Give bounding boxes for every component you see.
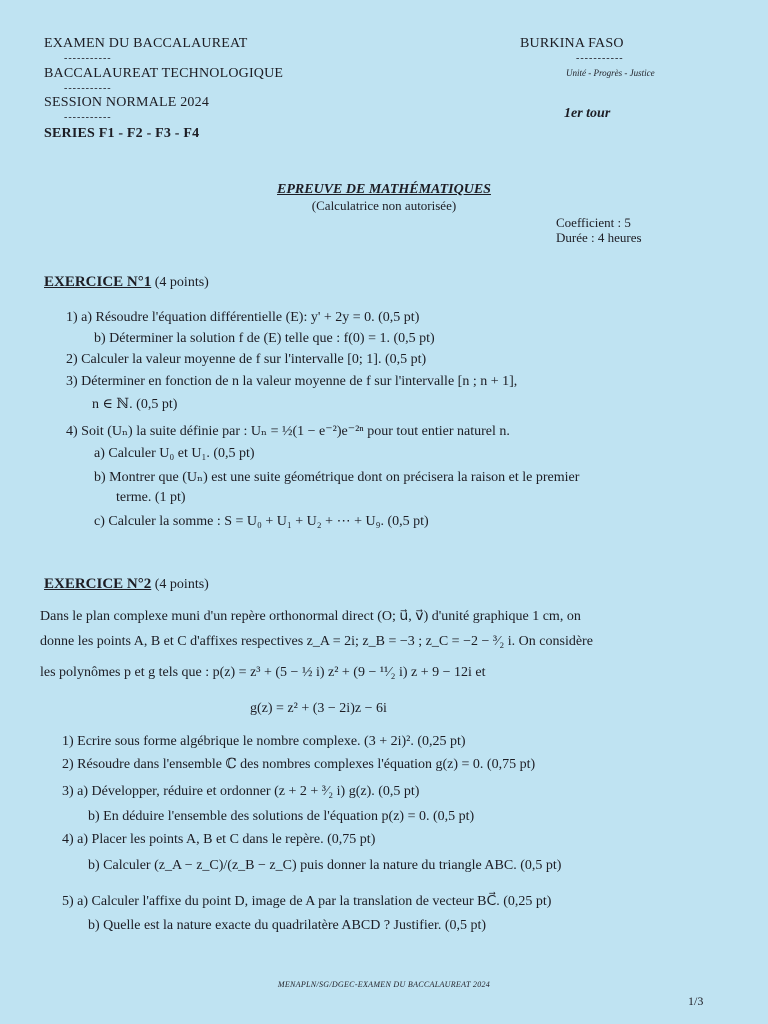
- ex2-q5a: 5) a) Calculer l'affixe du point D, image de A par la translation de vecteur BC⃗. (0,25 pt): [62, 894, 552, 909]
- page-title: EPREUVE DE MATHÉMATIQUES: [277, 182, 491, 197]
- exercise-1-points: (4 points): [151, 275, 209, 290]
- header-exam: EXAMEN DU BACCALAUREAT: [44, 36, 248, 51]
- ex1-q4a: a) Calculer U₀ et U₁. (0,5 pt): [94, 446, 255, 461]
- ex2-q5b: b) Quelle est la nature exacte du quadrilatère ABCD ? Justifier. (0,5 pt): [88, 918, 487, 933]
- header-motto: Unité - Progrès - Justice: [566, 68, 655, 78]
- exercise-1-label: EXERCICE N°1: [44, 274, 152, 290]
- ex2-intro-3: les polynômes p et g tels que : p(z) = z³ + (5 − ½ i) z² + (9 − ¹¹⁄₂ i) z + 9 − 12i et: [40, 665, 486, 680]
- duration: Durée : 4 heures: [556, 230, 642, 245]
- header-tour: 1er tour: [564, 106, 611, 121]
- header-dots: -----------: [64, 83, 112, 94]
- ex1-q4b: b) Montrer que (Uₙ) est une suite géométrique dont on précisera la raison et le premier: [94, 470, 580, 485]
- page-subtitle: (Calculatrice non autorisée): [311, 198, 457, 213]
- coefficient: Coefficient : 5: [556, 215, 631, 230]
- exercise-2-points: (4 points): [151, 577, 209, 592]
- page-number: 1/3: [688, 994, 704, 1008]
- ex1-q1a: 1) a) Résoudre l'équation différentielle (E): y' + 2y = 0. (0,5 pt): [66, 310, 420, 325]
- ex2-q4b: b) Calculer (z_A − z_C)/(z_B − z_C) puis donner la nature du triangle ABC. (0,5 pt): [88, 858, 562, 873]
- exercise-1-title: [44, 274, 209, 291]
- ex2-q3b: b) En déduire l'ensemble des solutions de l'équation p(z) = 0. (0,5 pt): [88, 809, 475, 824]
- ex1-q1b: b) Déterminer la solution f de (E) telle que : f(0) = 1. (0,5 pt): [94, 331, 435, 346]
- ex1-q3-cont: n ∈ ℕ. (0,5 pt): [92, 397, 178, 412]
- header-session: SESSION NORMALE 2024: [44, 95, 210, 110]
- ex2-q4a: 4) a) Placer les points A, B et C dans le repère. (0,75 pt): [62, 832, 376, 847]
- header-dots: -----------: [64, 112, 112, 123]
- header-bac-techno: BACCALAUREAT TECHNOLOGIQUE: [44, 66, 284, 81]
- exercise-2-label: EXERCICE N°2: [44, 576, 152, 592]
- ex2-g-definition: g(z) = z² + (3 − 2i)z − 6i: [250, 701, 387, 716]
- ex2-intro-1: Dans le plan complexe muni d'un repère orthonormal direct (O; u⃗, v⃗) d'unité graphique 1 cm, on: [40, 609, 581, 624]
- header-country: BURKINA FASO: [520, 36, 624, 51]
- ex2-intro-2: donne les points A, B et C d'affixes respectives z_A = 2i; z_B = −3 ; z_C = −2 − ³⁄₂ i. On considère: [40, 634, 593, 649]
- ex1-q2: 2) Calculer la valeur moyenne de f sur l'intervalle [0; 1]. (0,5 pt): [66, 352, 427, 367]
- ex1-q4: 4) Soit (Uₙ) la suite définie par : Uₙ = ½(1 − e⁻²)e⁻²ⁿ pour tout entier naturel n.: [66, 424, 510, 439]
- ex1-q4c: c) Calculer la somme : S = U₀ + U₁ + U₂ + ⋯ + U₉. (0,5 pt): [94, 514, 429, 529]
- header-dots: -----------: [576, 53, 624, 64]
- ex1-q4b-cont: terme. (1 pt): [116, 490, 186, 505]
- ex1-q3: 3) Déterminer en fonction de n la valeur moyenne de f sur l'intervalle [n ; n + 1],: [66, 374, 518, 389]
- footer-reference: MENAPLN/SG/DGEC-EXAMEN DU BACCALAUREAT 2024: [277, 980, 491, 989]
- ex2-q2: 2) Résoudre dans l'ensemble ℂ des nombres complexes l'équation g(z) = 0. (0,75 pt): [62, 757, 536, 772]
- ex2-q1: 1) Ecrire sous forme algébrique le nombre complexe. (3 + 2i)². (0,25 pt): [62, 734, 466, 749]
- header-series: SERIES F1 - F2 - F3 - F4: [44, 126, 200, 141]
- exercise-2-title: [44, 576, 209, 593]
- header-dots: -----------: [64, 53, 112, 64]
- ex2-q3a: 3) a) Développer, réduire et ordonner (z + 2 + ³⁄₂ i) g(z). (0,5 pt): [62, 784, 420, 799]
